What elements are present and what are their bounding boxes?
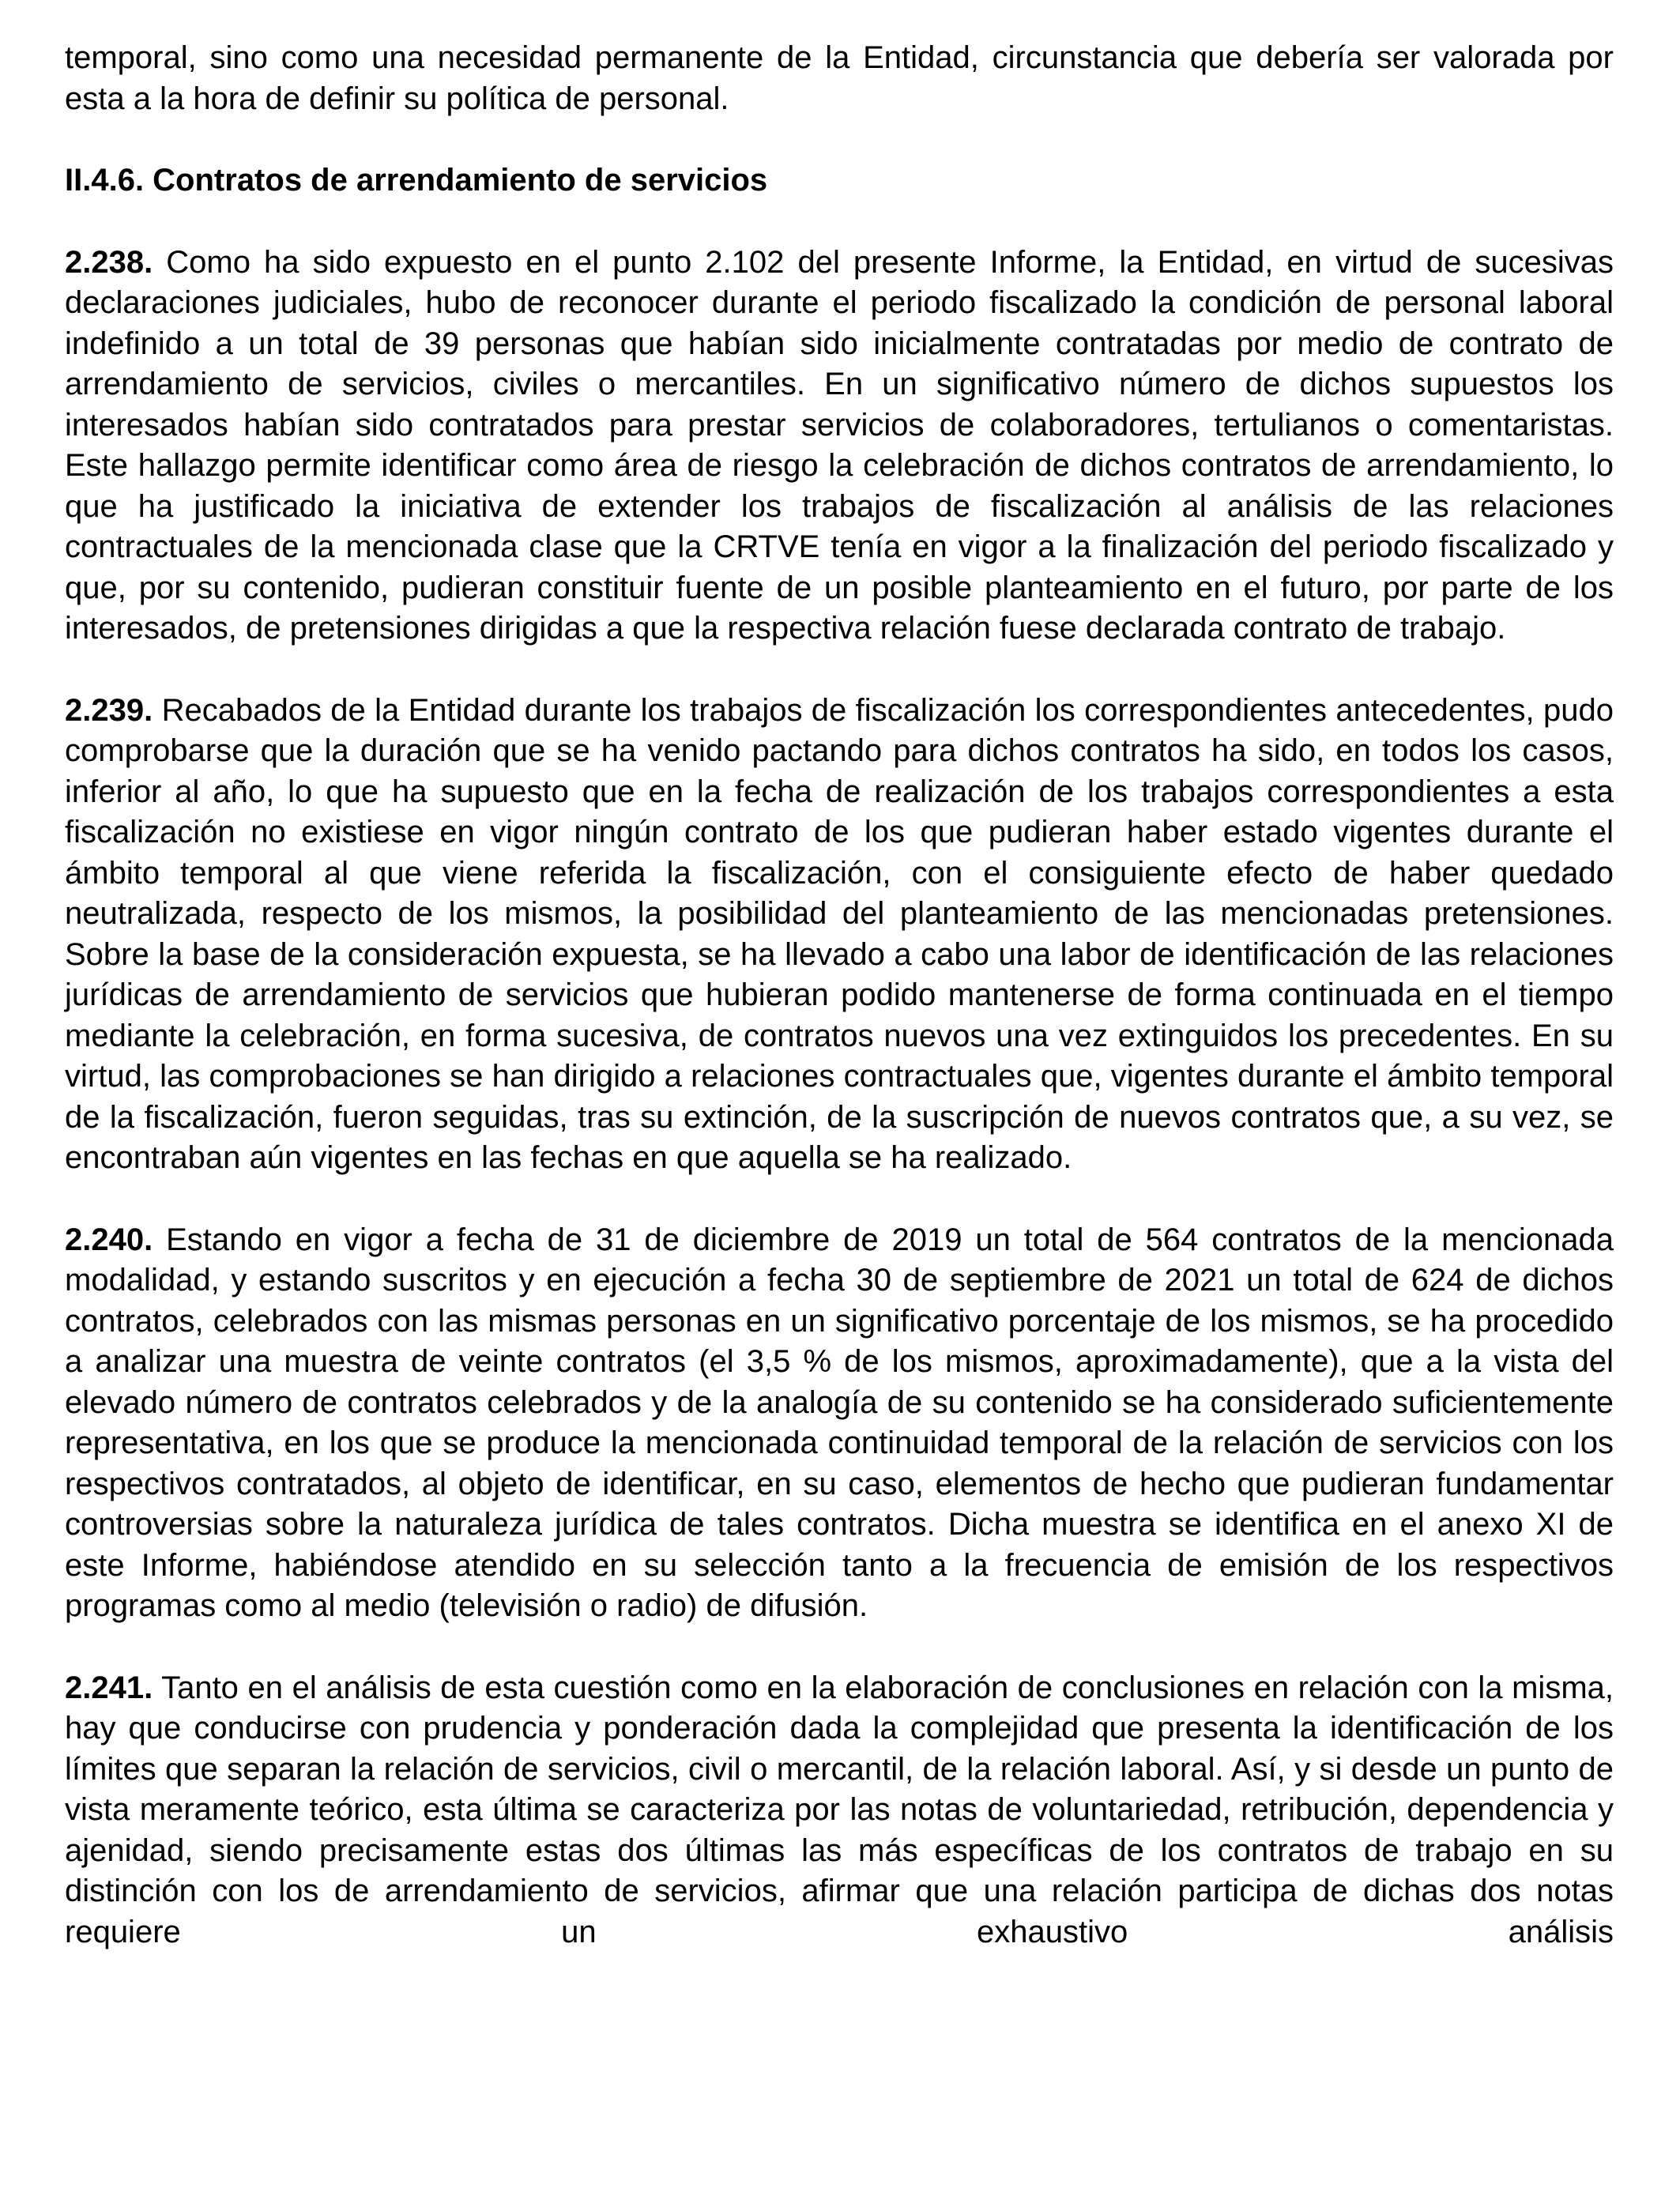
paragraph-number: 2.238. [65, 244, 153, 280]
paragraph-text: Como ha sido expuesto en el punto 2.102 del presente Informe, la Entidad, en virtud de sucesivas declaraciones judiciales, hubo de reconocer durante el periodo fiscalizado la condición de personal laboral indefinido a un total de 39 personas que habían sido inicialmente contratadas por medio de contrato de arrendamiento de servicios, civiles o mercantiles. En un significativo número de dichos supuestos los interesados habían sido contratados para prestar servicios de colaboradores, tertulianos o comentaristas. Este hallazgo permite identificar como área de riesgo la celebración de dichos contratos de arrendamiento, lo que ha justificado la iniciativa de extender los trabajos de fiscalización al análisis de las relaciones contractuales de la mencionada clase que la CRTVE tenía en vigor a la finalización del periodo fiscalizado y que, por su contenido, pudieran constituir fuente de un posible planteamiento en el futuro, por parte de los interesados, de pretensiones dirigidas a que la respectiva relación fuese declarada contrato de trabajo. [65, 244, 1614, 646]
paragraph-text: Estando en vigor a fecha de 31 de diciembre de 2019 un total de 564 contratos de la mencionada modalidad, y estando suscritos y en ejecución a fecha 30 de septiembre de 2021 un total de 624 de dichos contratos, celebrados con las mismas personas en un significativo porcentaje de los mismos, se ha procedido a analizar una muestra de veinte contratos (el 3,5 % de los mismos, aproximadamente), que a la vista del elevado número de contratos celebrados y de la analogía de su contenido se ha considerado suficientemente representativa, en los que se produce la mencionada continuidad temporal de la relación de servicios con los respectivos contratados, al objeto de identificar, en su caso, elementos de hecho que pudieran fundamentar controversias sobre la naturaleza jurídica de tales contratos. Dicha muestra se identifica en el anexo XI de este Informe, habiéndose atendido en su selección tanto a la frecuencia de emisión de los respectivos programas como al medio (televisión o radio) de difusión. [65, 1222, 1614, 1623]
paragraph-2-241 [65, 1668, 1614, 1953]
paragraph-text: Tanto en el análisis de esta cuestión como en la elaboración de conclusiones en relación con la misma, hay que conducirse con prudencia y ponderación dada la complejidad que presenta la identificación de los límites que separan la relación de servicios, civil o mercantil, de la relación laboral. Así, y si desde un punto de vista meramente teórico, esta última se caracteriza por las notas de voluntariedad, retribución, dependencia y ajenidad, siendo precisamente estas dos últimas las más específicas de los contratos de trabajo en su distinción con los de arrendamiento de servicios, afirmar que una relación participa de dichas dos notas requiere un exhaustivo análisis [65, 1670, 1614, 1949]
document-page [65, 38, 1614, 1994]
paragraph-text: Recabados de la Entidad durante los trabajos de fiscalización los correspondientes antecedentes, pudo comprobarse que la duración que se ha venido pactando para dichos contratos ha sido, en todos los casos, inferior al año, lo que ha supuesto que en la fecha de realización de los trabajos correspondientes a esta fiscalización no existiese en vigor ningún contrato de los que pudieran haber estado vigentes durante el ámbito temporal al que viene referida la fiscalización, con el consiguiente efecto de haber quedado neutralizada, respecto de los mismos, la posibilidad del planteamiento de las mencionadas pretensiones. Sobre la base de la consideración expuesta, se ha llevado a cabo una labor de identificación de las relaciones jurídicas de arrendamiento de servicios que hubieran podido mantenerse de forma continuada en el tiempo mediante la celebración, en forma sucesiva, de contratos nuevos una vez extinguidos los precedentes. En su virtud, las comprobaciones se han dirigido a relaciones contractuales que, vigentes durante el ámbito temporal de la fiscalización, fueron seguidas, tras su extinción, de la suscripción de nuevos contratos que, a su vez, se encontraban aún vigentes en las fechas en que aquella se ha realizado. [65, 692, 1614, 1175]
intro-paragraph: temporal, sino como una necesidad permanente de la Entidad, circunstancia que debería ser valorada por esta a la hora de definir su política de personal. [65, 40, 1614, 116]
paragraph-number: 2.239. [65, 692, 153, 728]
paragraph-2-240 [65, 1220, 1614, 1627]
paragraph-2-238 [65, 243, 1614, 650]
paragraph-number: 2.241. [65, 1670, 153, 1705]
section-heading: II.4.6. Contratos de arrendamiento de servicios [65, 163, 768, 198]
paragraph-number: 2.240. [65, 1222, 153, 1257]
paragraph-2-239 [65, 691, 1614, 1179]
